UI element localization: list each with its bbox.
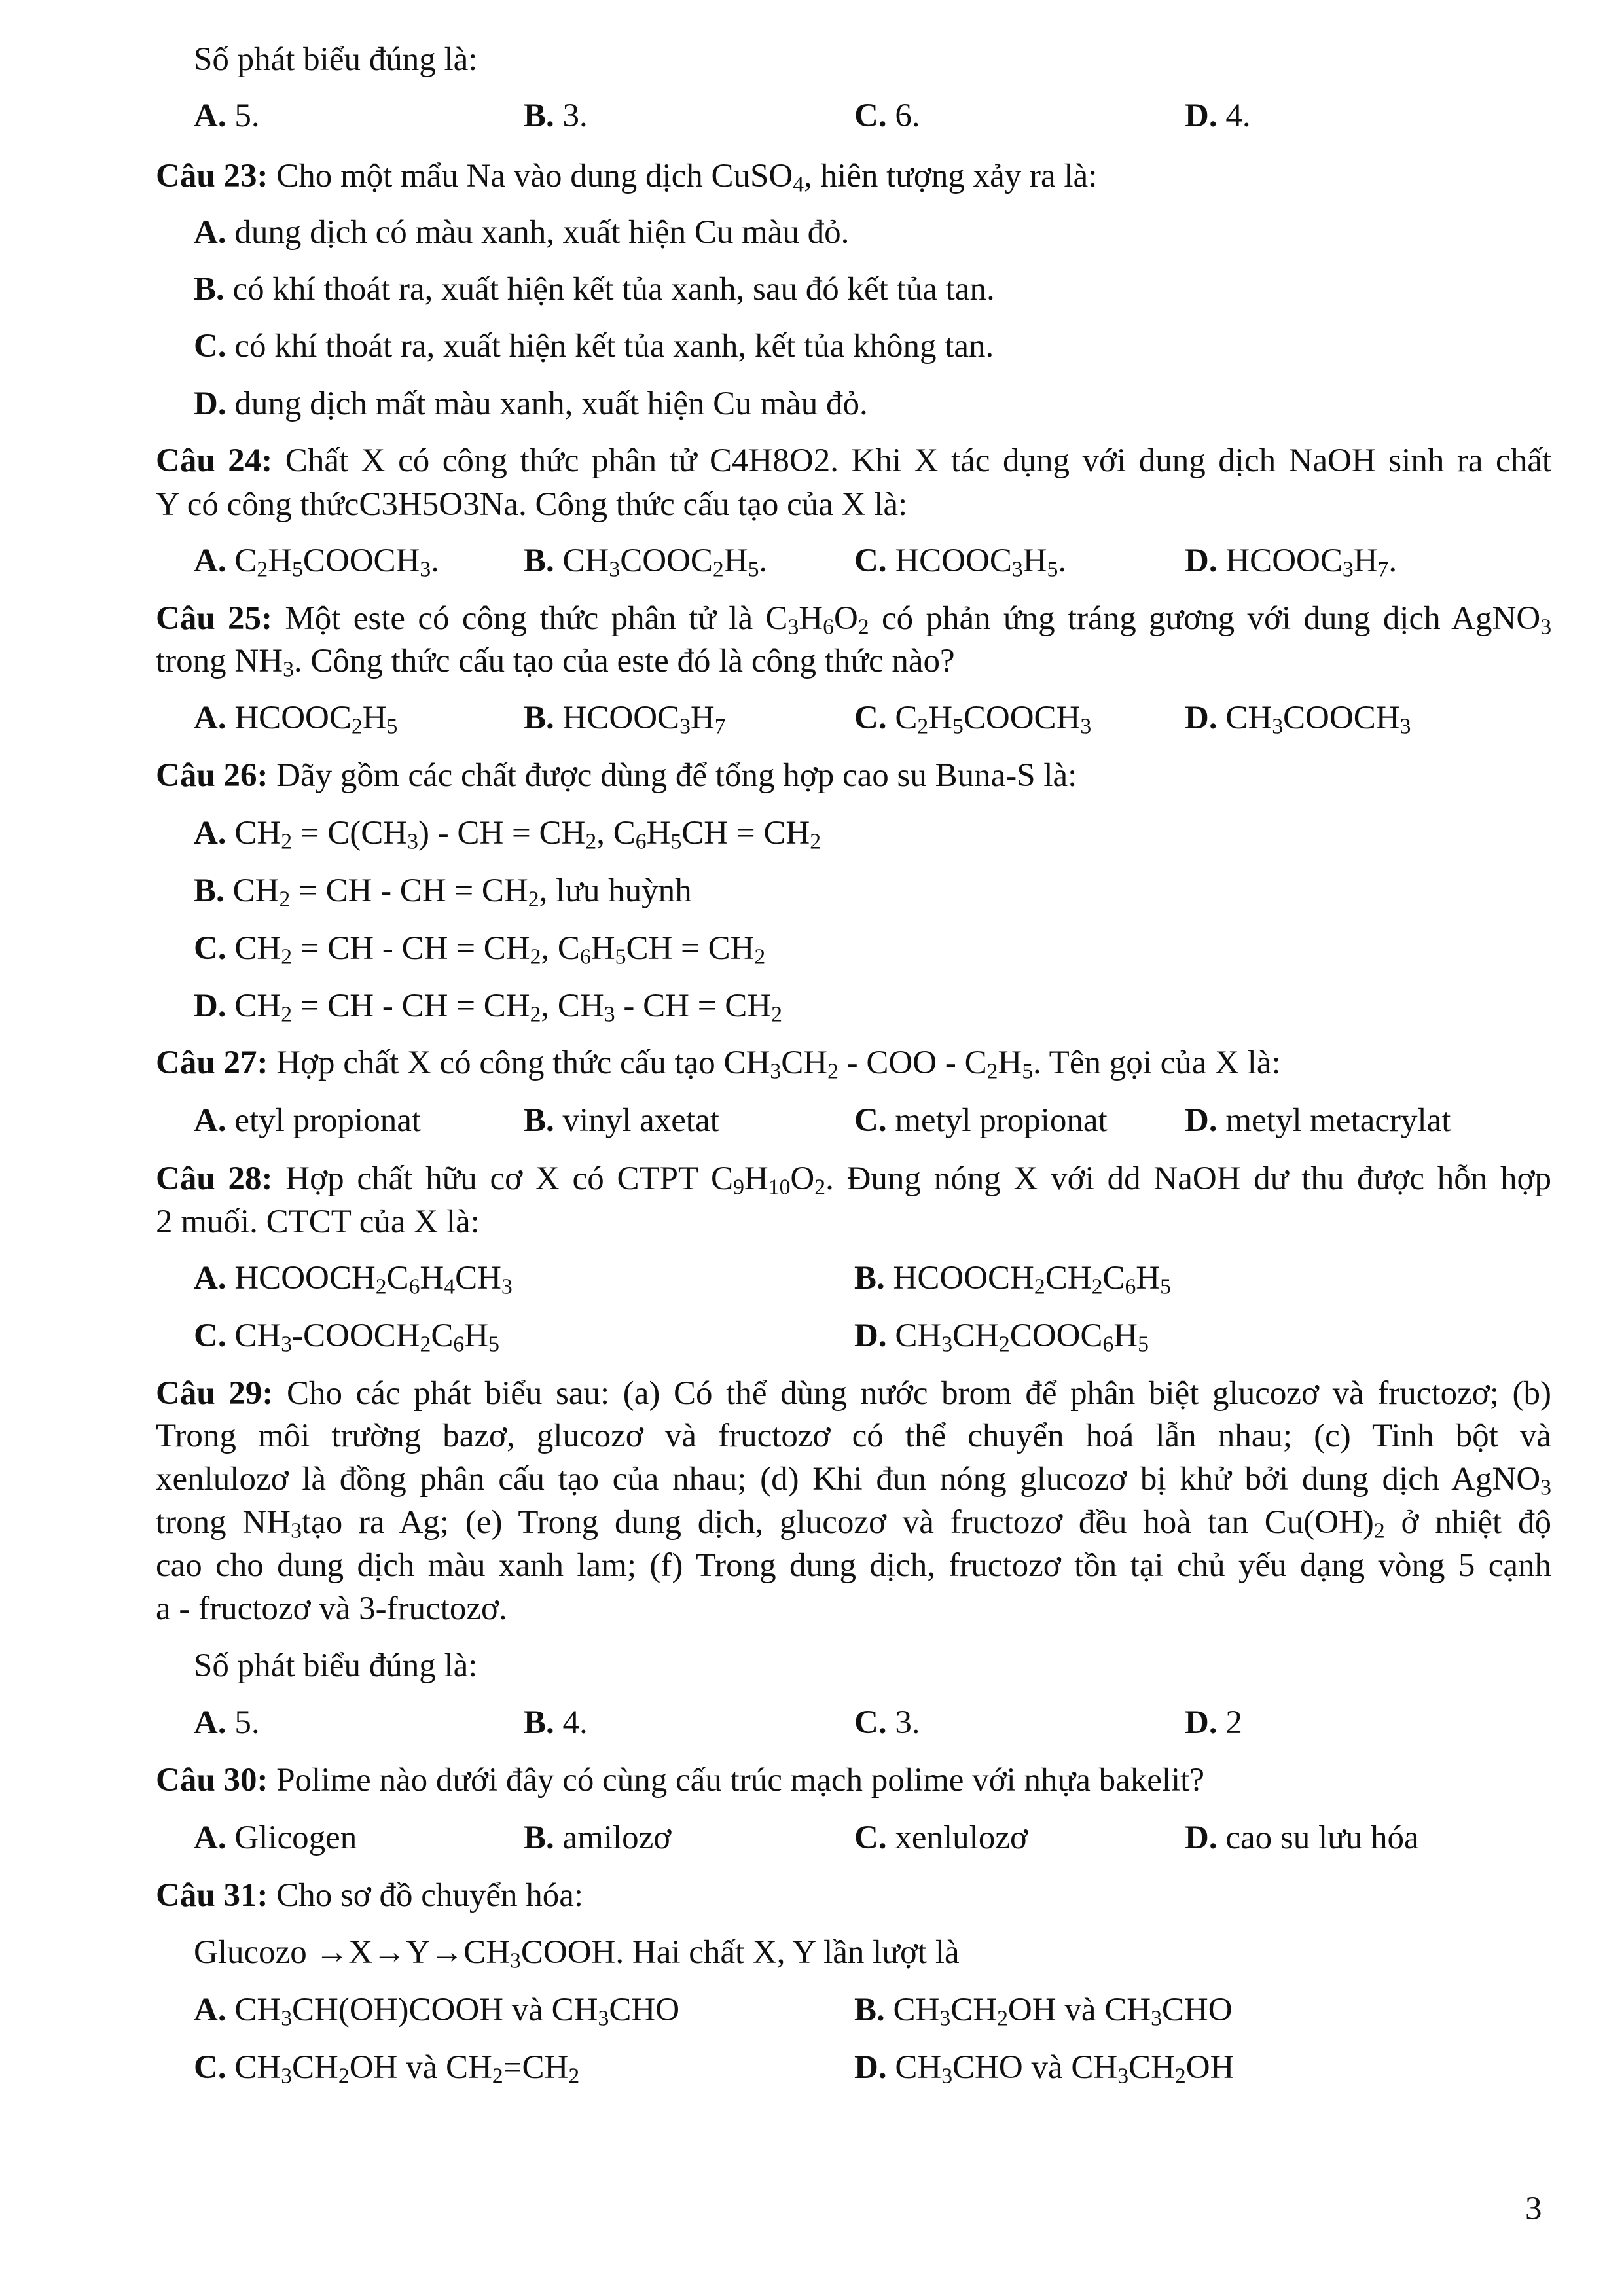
q25-stem-line2: trong $NH_3$. Công thức cấu tạo của este đó là công thức nào? — [156, 643, 955, 682]
q29-line1: Câu 29: Cho các phát biểu sau: (a) Có thể dùng nước brom để phân biệt glucozơ và fructozơ; (b) — [156, 1375, 1551, 1412]
q26-stem: Câu 26: Dãy gồm các chất được dùng để tổng hợp cao su Buna-S là: — [156, 757, 1077, 794]
q27-stem: Câu 27: Hợp chất X có công thức cấu tạo $CH_3CH_2$ - COO - $C_2H_5$. Tên gọi của X là: — [156, 1045, 1281, 1084]
q26-option-a: A. $CH_2 = C(CH_3)$ - CH = $CH_2$, $C_6H_5CH = CH_2$ — [194, 815, 821, 854]
q30-stem: Câu 30: Polime nào dưới đây có cùng cấu trúc mạch polime với nhựa bakelit? — [156, 1762, 1205, 1799]
q23-option-d: D. dung dịch mất màu xanh, xuất hiện Cu màu đỏ. — [194, 386, 868, 422]
q24-stem-line1: Câu 24: Chất X có công thức phân tử C4H8O2. Khi X tác dụng với dung dịch NaOH sinh ra chất — [156, 442, 1552, 479]
q23-stem: Câu 23: Cho một mẩu Na vào dung dịch CuSO$_4$, hiên tượng xảy ra là: — [156, 158, 1098, 197]
q28-stem-line2: 2 muối. CTCT của X là: — [156, 1204, 480, 1240]
q26-option-d: D. $CH_2$ = CH - CH = $CH_2$, $CH_3$ - CH = $CH_2$ — [194, 988, 782, 1027]
q28-stem-line1: Câu 28: Hợp chất hữu cơ X có CTPT $C_9H_{10}O_2$. Đung nóng X với dd NaOH dư thu được hỗn hợp — [156, 1160, 1551, 1200]
q26-option-b: B. $CH_2$ = CH - CH = $CH_2$, lưu huỳnh — [194, 872, 692, 912]
q23-option-a: A. dung dịch có màu xanh, xuất hiện Cu màu đỏ. — [194, 214, 850, 251]
q29-stem: Số phát biểu đúng là: — [194, 1647, 478, 1684]
q29-line3: xenlulozơ là đồng phân cấu tạo của nhau; (d) Khi đun nóng glucozơ bị khử bởi dung dịch AgNO$_3$ — [156, 1461, 1551, 1500]
q23-option-b: B. có khí thoát ra, xuất hiện kết tủa xanh, sau đó kết tủa tan. — [194, 271, 995, 308]
q22-stem: Số phát biểu đúng là: — [194, 41, 478, 78]
q24-stem-line2: Y có công thứcC3H5O3Na. Công thức cấu tạo của X là: — [156, 486, 908, 523]
q29-line2: Trong môi trường bazơ, glucozơ và fructozơ có thể chuyển hoá lẫn nhau; (c) Tinh bột và — [156, 1418, 1551, 1454]
q29-line6: a - fructozơ và 3-fructozơ. — [156, 1590, 507, 1627]
q31-stem: Câu 31: Cho sơ đồ chuyển hóa: — [156, 1877, 584, 1914]
q26-option-c: C. $CH_2$ = CH - CH = $CH_2$, $C_6H_5CH = CH_2$ — [194, 930, 766, 969]
q31-scheme: Glucozo $\to X\to Y\to CH_3COOH$. Hai chất X, Y lần lượt là — [194, 1934, 960, 1973]
page-number: 3 — [1525, 2191, 1542, 2227]
q23-option-c: C. có khí thoát ra, xuất hiện kết tủa xanh, kết tủa không tan. — [194, 328, 994, 365]
q25-stem-line1: Câu 25: Một este có công thức phân tử là $C_3H_6O_2$ có phản ứng tráng gương với dung dịch AgNO$_3$ — [156, 600, 1552, 639]
q29-line5: cao cho dung dịch màu xanh lam; (f) Trong dung dịch, fructozơ tồn tại chủ yếu dạng vòng 5 cạnh — [156, 1547, 1551, 1584]
q29-line4: trong $NH_3tạo$ ra Ag; (e) Trong dung dịch, glucozơ và fructozơ đều hoà $\tan Cu(OH)_2$ ở nhiệt độ — [156, 1504, 1551, 1543]
